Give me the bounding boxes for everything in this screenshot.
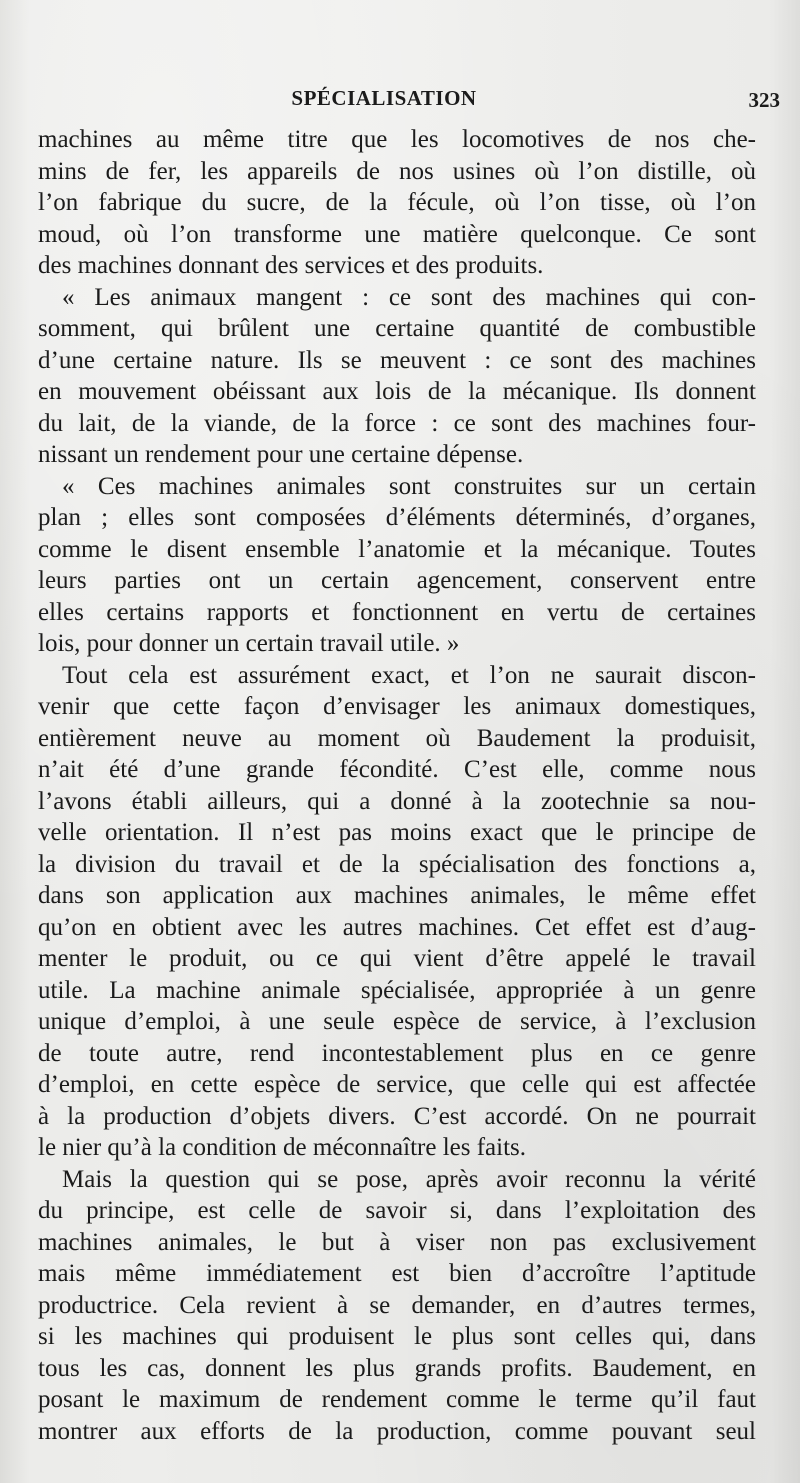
text-line: l’on fabrique du sucre, de la fécule, où l’on tisse, où l’on bbox=[38, 189, 756, 216]
text-line: mins de fer, les appareils de nos usines où l’on distille, où bbox=[38, 157, 756, 185]
text-line: plan ; elles sont composées d’éléments déterminés, d’organes, bbox=[38, 504, 756, 531]
text-line: dans son application aux machines animales, le même effet bbox=[38, 882, 756, 909]
text-line: en mouvement obéissant aux lois de la mécanique. Ils donnent bbox=[38, 378, 756, 405]
text-line: l’avons établi ailleurs, qui a donné à la zootechnie sa nou- bbox=[38, 787, 756, 815]
text-line: tous les cas, donnent les plus grands profits. Baudement, en bbox=[38, 1354, 756, 1382]
body-text bbox=[38, 124, 756, 1447]
text-line: du principe, est celle de savoir si, dans l’exploitation des bbox=[38, 1197, 756, 1224]
text-line: comme le disent ensemble l’anatomie et la mécanique. Toutes bbox=[38, 535, 756, 563]
text-line: lois, pour donner un certain travail utile. » bbox=[38, 630, 460, 657]
text-line: qu’on en obtient avec les autres machines. Cet effet est d’aug- bbox=[38, 913, 756, 941]
text-line: somment, qui brûlent une certaine quantité de combustible bbox=[38, 315, 756, 342]
text-line: unique d’emploi, à une seule espèce de service, à l’exclusion bbox=[38, 1008, 756, 1035]
text-line: du lait, de la viande, de la force : ce sont des machines four- bbox=[38, 409, 756, 437]
text-line: à la production d’objets divers. C’est accordé. On ne pourrait bbox=[38, 1102, 756, 1130]
page-number: 323 bbox=[748, 88, 780, 112]
text-line: d’emploi, en cette espèce de service, que celle qui est affectée bbox=[38, 1071, 756, 1098]
text-line: utile. La machine animale spécialisée, appropriée à un genre bbox=[38, 976, 756, 1004]
text-line: velle orientation. Il n’est pas moins exact que le principe de bbox=[38, 819, 756, 846]
text-line: Tout cela est assurément exact, et l’on ne saurait discon- bbox=[62, 661, 756, 689]
text-line: d’une certaine nature. Ils se meuvent : ce sont des machines bbox=[38, 346, 756, 374]
text-line: n’ait été d’une grande fécondité. C’est elle, comme nous bbox=[38, 756, 756, 783]
text-line: mais même immédiatement est bien d’accroître l’aptitude bbox=[38, 1260, 756, 1287]
text-line: leurs parties ont un certain agencement, conservent entre bbox=[38, 567, 756, 594]
text-line: le nier qu’à la condition de méconnaître les faits. bbox=[38, 1134, 527, 1161]
text-line: machines au même titre que les locomotives de nos che- bbox=[38, 126, 756, 153]
running-title: SPÉCIALISATION bbox=[291, 86, 477, 110]
text-line: si les machines qui produisent le plus sont celles qui, dans bbox=[38, 1323, 756, 1350]
text-line: elles certains rapports et fonctionnent en vertu de certaines bbox=[38, 598, 756, 626]
text-line: la division du travail et de la spécialisation des fonctions a, bbox=[38, 850, 756, 878]
text-line: montrer aux efforts de la production, comme pouvant seul bbox=[38, 1417, 756, 1445]
text-line: Mais la question qui se pose, après avoir reconnu la vérité bbox=[62, 1165, 756, 1193]
text-line: « Ces machines animales sont construites sur un certain bbox=[62, 472, 756, 500]
text-line: menter le produit, ou ce qui vient d’être appelé le travail bbox=[38, 945, 756, 972]
text-line: de toute autre, rend incontestablement plus en ce genre bbox=[38, 1039, 756, 1067]
text-line: venir que cette façon d’envisager les animaux domestiques, bbox=[38, 693, 756, 720]
page-header bbox=[0, 82, 800, 116]
text-line: entièrement neuve au moment où Baudement la produisit, bbox=[38, 724, 756, 752]
text-line: nissant un rendement pour une certaine dépense. bbox=[38, 441, 524, 468]
text-line: des machines donnant des services et des produits. bbox=[38, 252, 544, 279]
text-line: machines animales, le but à viser non pas exclusivement bbox=[38, 1228, 756, 1256]
text-line: moud, où l’on transforme une matière quelconque. Ce sont bbox=[38, 220, 756, 248]
text-line: posant le maximum de rendement comme le terme qu’il faut bbox=[38, 1386, 756, 1413]
text-line: productrice. Cela revient à se demander, en d’autres termes, bbox=[38, 1291, 756, 1319]
text-line: « Les animaux mangent : ce sont des machines qui con- bbox=[62, 283, 756, 311]
